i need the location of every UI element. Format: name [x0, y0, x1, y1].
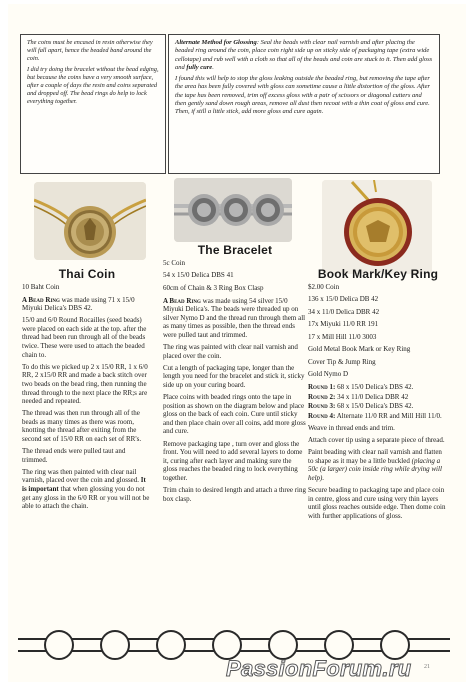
bookmark-keyring-photo [322, 180, 432, 274]
thai-coin-necklace-photo [34, 182, 146, 260]
thai-coin-p6-text: The ring was then painted with clear nail varnish, placed over the coin and glossed. [22, 467, 141, 485]
bookmark-spec-7: Cover Tip & Jump Ring [308, 357, 376, 366]
border-ring [44, 630, 74, 660]
border-ring [156, 630, 186, 660]
bracelet-lead: A Bead Ring [163, 296, 201, 305]
thai-coin-section [22, 267, 152, 514]
alternate-method-paragraph-2: I found this will help to stop the gloss leaking outside the beaded ring, but removing the tape after the area has been fully covered with gloss can sometime cause a little distortion of the gloss. After the tape has been removed, trim off excess gloss with a pair of scissors or diagonal cutters and then gently sand down rough areas, remove all dust then recoat with a thin coat of gloss and cure. Then, if still a little stick, add more gloss and cure again. [175, 75, 431, 116]
bookmark-p3-italic: (placing a 50c (a larger) coin inside ring while drying will help). [308, 456, 442, 482]
alternate-method-box [168, 34, 440, 174]
resin-note-box [20, 34, 166, 174]
round-1 [308, 383, 448, 392]
bookmark-paragraph-1: Weave in thread ends and trim. [308, 423, 395, 432]
bracelet-paragraph-6: Trim chain to desired length and attach a three ring box clasp. [163, 485, 307, 503]
bookmark-spec-3: 34 x 11/0 Delica DBR 42 [308, 307, 380, 316]
bracelet-paragraph-1 [163, 297, 307, 340]
round-2-label: Round 2: [308, 392, 336, 401]
bookmark-spec-4: 17x Miyuki 11/0 RR 191 [308, 320, 379, 329]
thai-coin-subtitle: 10 Baht Coin [22, 282, 60, 291]
bookmark-p3-text: Paint beading with clear nail varnish and flatten to shape as it may be a little buckled [308, 448, 442, 465]
border-ring [100, 630, 130, 660]
resin-note-paragraph-1: The coins must be encased in resin otherwise they will fall apart, hence the beaded band around the coin. [27, 39, 153, 62]
bookmark-section [308, 267, 448, 524]
thai-coin-paragraph-6 [22, 468, 152, 511]
resin-note-paragraph-2: I did try doing the bracelet without the bead edging, but because the coins have a very smooth surface, after a couple of days the resin and coins separated and dropped off. The bead rings do help to lock everything together. [27, 66, 159, 105]
alternate-method-paragraph-1 [175, 39, 433, 72]
bracelet-p1-text: was made using 54 silver 15/0 Miyuki Delica's. The beads were threaded up on silver Nymo D and the thread run through them all as many times as possible, then the thread ends were pulled taut and trimmed. [163, 296, 306, 339]
bookmark-paragraph-3 [308, 448, 448, 482]
page-number: 21 [424, 664, 430, 670]
thai-coin-lead: A Bead Ring [22, 295, 60, 304]
bracelet-paragraph-4: Place coins with beaded rings onto the tape in position as shown on the diagram below and place gloss on the back of each coin. Cure until sticky and then place chain over all coins, add more gloss and cure. [163, 393, 306, 436]
round-3 [308, 402, 448, 411]
bookmark-title: Book Mark/Key Ring [317, 267, 439, 281]
fully-cure-emphasis: fully cure [186, 63, 213, 71]
bookmark-paragraph-2: Attach cover tip using a separate piece of thread. [308, 436, 445, 445]
thai-coin-p1-text: was made using 71 x 15/0 Miyuki Delica's DBS 42. [22, 295, 135, 313]
round-1-label: Round 1: [308, 383, 336, 392]
round-2-text: 34 x 11/0 Delica DBR 42 [335, 392, 409, 401]
bracelet-paragraph-3: Cut a length of packaging tape, longer than the length you need for the bracelet and stick it, sticky side up on your curing board. [163, 363, 305, 389]
round-2 [308, 393, 448, 402]
watermark: PassionForum.ru [226, 656, 412, 681]
alternate-method-heading: Alternate Method for Glossing [175, 39, 257, 46]
bookmark-spec-5: 17 x Mill Hill 11/0 3003 [308, 332, 377, 341]
round-3-text: 68 x 15/0 Delica's DBS 42. [335, 402, 414, 411]
alternate-method-text: : Seal the beads with clear nail varnish and after placing the beaded ring around the coin, place coin right side up on sticky side of packaging tape (extra wide cellotape) and rub well with a cloth so that all of the beads and coin are stuck to it. Then add gloss and [175, 39, 433, 71]
bookmark-spec-6: Gold Metal Book Mark or Key Ring [308, 345, 411, 354]
round-4 [308, 412, 448, 421]
coin-bracelet-photo [174, 178, 292, 242]
bookmark-spec-8: Gold Nymo D [308, 370, 349, 379]
bracelet-spec-1: 5c Coin [163, 258, 185, 267]
alternate-method-end: . [212, 63, 214, 71]
important-emphasis: It is important [22, 476, 146, 493]
thai-coin-paragraph-4: The thread was then run through all of the beads as many times as there was room, knotting the thread after exiting from the second set of 15/0 RR on each set of RR's. [22, 409, 142, 443]
bracelet-paragraph-2: The ring was painted with clear nail varnish and placed over the coin. [163, 343, 298, 360]
round-4-text: Alternate 11/0 RR and Mill Hill 11/0. [335, 411, 442, 420]
thai-coin-paragraph-1 [22, 296, 152, 313]
bracelet-spec-2: 54 x 15/0 Delica DBS 41 [163, 271, 234, 280]
bracelet-section [163, 243, 307, 507]
bracelet-title: The Bracelet [197, 243, 273, 257]
thai-coin-title: Thai Coin [58, 267, 116, 281]
bracelet-spec-3: 60cm of Chain & 3 Ring Box Clasp [163, 283, 264, 292]
thai-coin-paragraph-2: 15/0 and 6/0 Round Rocailles (seed beads) were placed on each side at the top. after the thread had been run through all of the beads twice. These were used to attach the beaded chain to. [22, 316, 147, 359]
bracelet-paragraph-5: Remove packaging tape , turn over and gloss the front. You will need to add several layers to dome it, curing after each layer and making sure the gloss reaches the beaded ring to lock everything together. [163, 439, 303, 482]
thai-coin-paragraph-5: The thread ends were pulled taut and trimmed. [22, 447, 126, 464]
bookmark-spec-2: 136 x 15/0 Delica DB 42 [308, 295, 379, 304]
round-4-label: Round 4: [308, 411, 336, 420]
round-1-text: 68 x 15/0 Delica's DBS 42. [335, 383, 414, 392]
bookmark-paragraph-4: Secure beading to packaging tape and place coin in centre, gloss and cure using very thin layers until gloss reaches outside edge. Then dome coin with further applications of gloss. [308, 486, 446, 520]
bookmark-spec-1: $2.00 Coin [308, 282, 340, 291]
thai-coin-paragraph-3: To do this we picked up 2 x 15/0 RR, 1 x 6/0 RR, 2 x15/0 RR and made a back stitch over two beads on the bead ring, then running the thread through to the next place the RR;s are needed and repeated. [22, 362, 148, 406]
round-3-label: Round 3: [308, 402, 336, 411]
thai-coin-p6-end: that when glossing you do not get any gloss in the 6/0 RR or you will not be able to attach the chain. [22, 484, 150, 511]
